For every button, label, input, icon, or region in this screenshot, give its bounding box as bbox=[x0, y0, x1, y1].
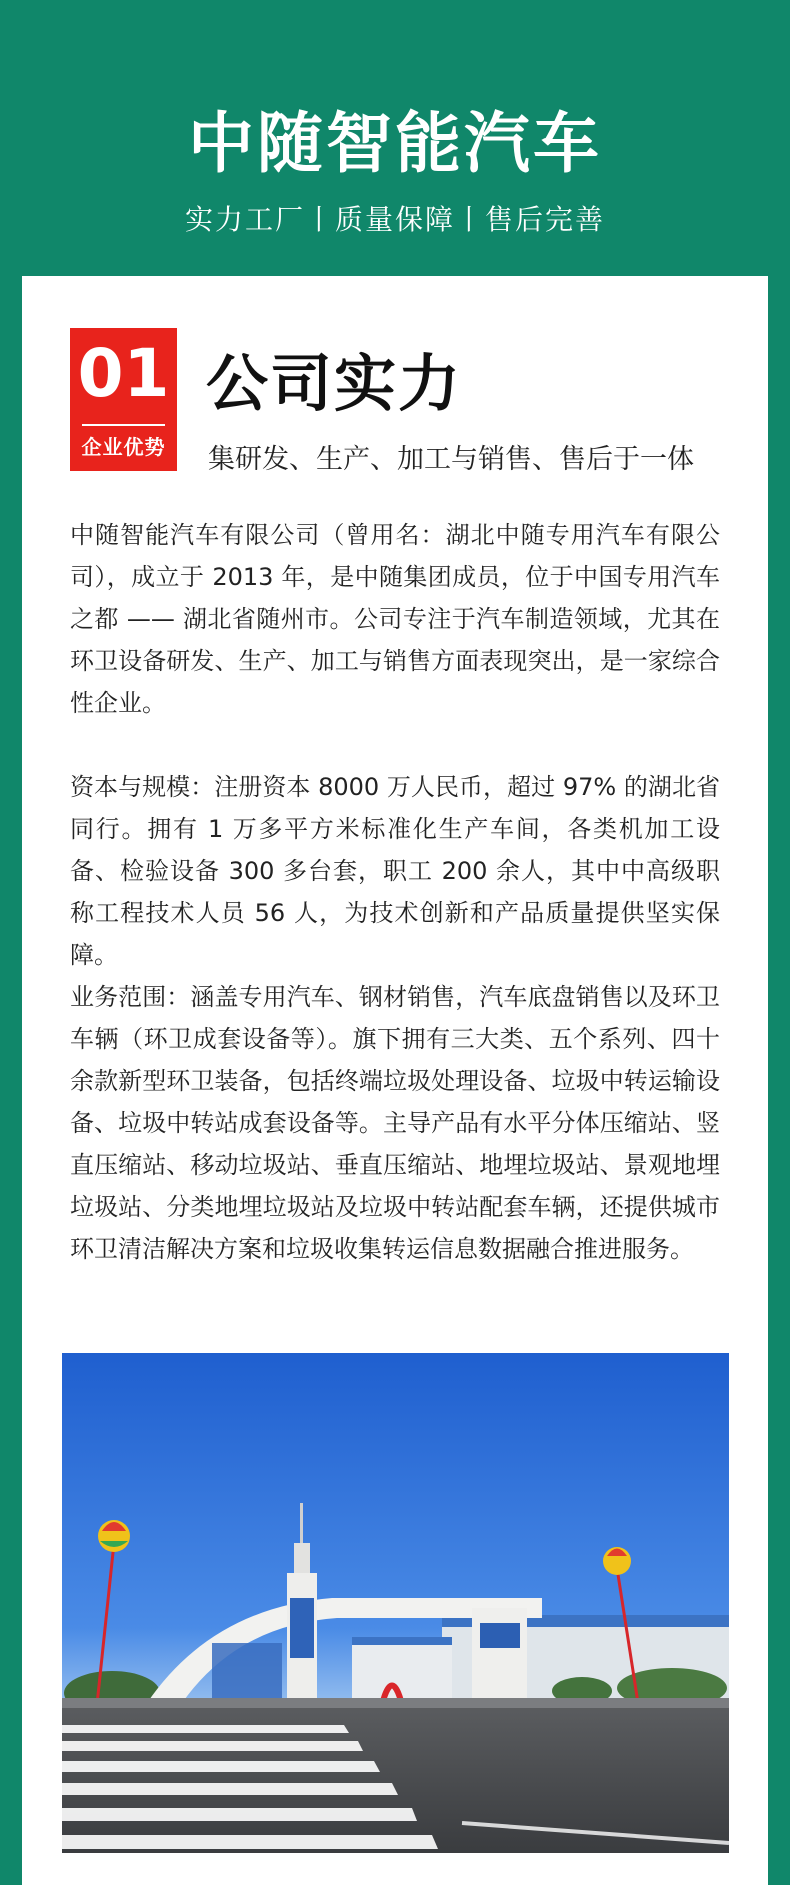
factory-gate-photo bbox=[62, 1353, 729, 1853]
business-paragraph: 业务范围：涵盖专用汽车、钢材销售，汽车底盘销售以及环卫车辆（环卫成套设备等）。旗下拥有三大类、五个系列、四十余款新型环卫装备，包括终端垃圾处理设备、垃圾中转运输设备、垃圾中转站成套设备等。主导产品有水平分体压缩站、竖直压缩站、移动垃圾站、垂直压缩站、地埋垃圾站、景观地埋垃圾站、分类地埋垃圾站及垃圾中转站配套车辆，还提供城市环卫清洁解决方案和垃圾收集转运信息数据融合推进服务。 bbox=[70, 983, 720, 1263]
brand-tagline: 实力工厂丨质量保障丨售后完善 bbox=[184, 203, 605, 236]
page-header bbox=[0, 0, 790, 276]
intro-paragraph: 中随智能汽车有限公司（曾用名：湖北中随专用汽车有限公司），成立于 2013 年，是中随集团成员，位于中国专用汽车之都 —— 湖北省随州市。公司专注于汽车制造领域，尤其在环卫设备研发、生产、加工与销售方面表现突出，是一家综合性企业。 bbox=[70, 521, 720, 717]
badge-label: 企业优势 bbox=[81, 435, 166, 459]
section-number-badge bbox=[70, 328, 177, 471]
section-title: 公司实力 bbox=[206, 347, 463, 420]
brand-title: 中随智能汽车 bbox=[188, 105, 602, 182]
section-number: 01 bbox=[77, 335, 170, 412]
section-subtitle: 集研发、生产、加工与销售、售后于一体 bbox=[208, 444, 694, 475]
content-card bbox=[22, 276, 768, 1885]
badge-divider bbox=[82, 424, 165, 426]
capital-paragraph: 资本与规模：注册资本 8000 万人民币，超过 97% 的湖北省同行。拥有 1 万多平方米标准化生产车间，各类机加工设备、检验设备 300 多台套，职工 200 余人，其中中高级职称工程技术人员 56 人，为技术创新和产品质量提供坚实保障。 bbox=[70, 773, 720, 969]
